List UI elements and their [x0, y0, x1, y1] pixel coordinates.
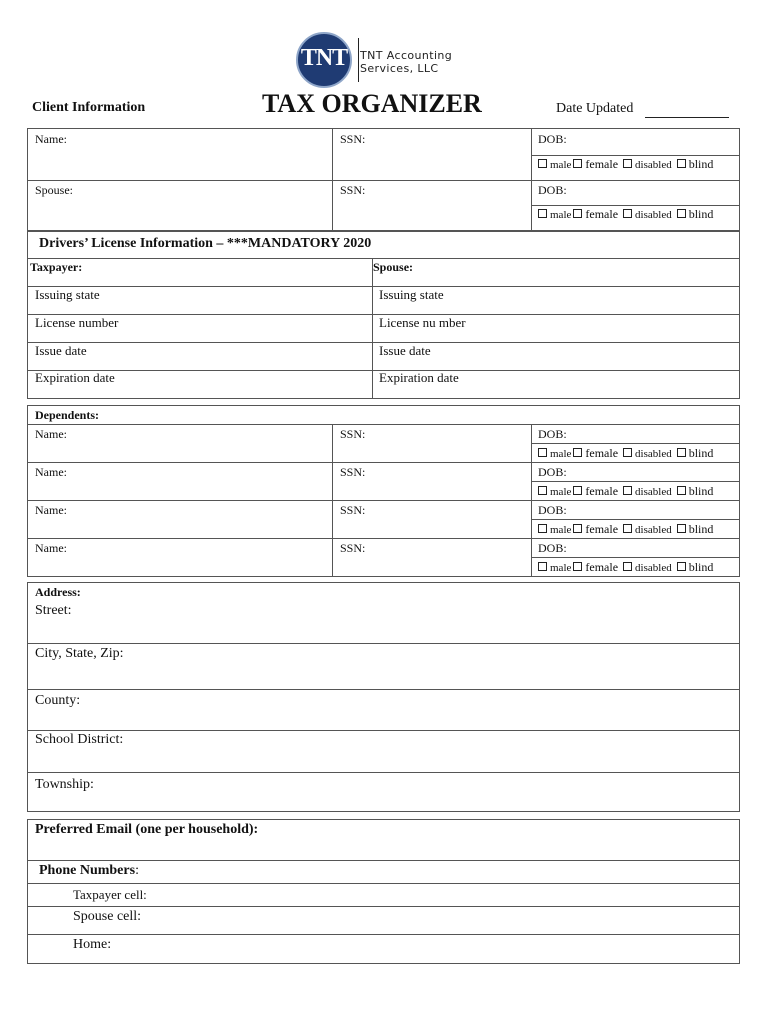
- county-field[interactable]: County:: [35, 693, 81, 708]
- dependent-dob-field[interactable]: DOB:: [538, 541, 567, 555]
- street-field[interactable]: Street:: [35, 603, 72, 618]
- spouse-checkboxes: male female disabled blind: [536, 207, 713, 222]
- checkbox-female[interactable]: [573, 562, 582, 571]
- taxpayer-checkboxes: male female disabled blind: [536, 157, 713, 172]
- taxpayer-license-number-field[interactable]: License number: [35, 315, 119, 330]
- checkbox-female[interactable]: [573, 486, 582, 495]
- checkbox-blind[interactable]: [677, 209, 686, 218]
- spouse-name-field[interactable]: Spouse:: [35, 183, 74, 197]
- dependent-checkboxes: male female disabled blind: [536, 522, 713, 537]
- checkbox-disabled[interactable]: [623, 209, 632, 218]
- dependent-checkboxes: male female disabled blind: [536, 446, 713, 461]
- dependent-name-field[interactable]: Name:: [35, 465, 67, 479]
- checkbox-male[interactable]: [538, 448, 547, 457]
- spouse-issuing-state-field[interactable]: Issuing state: [379, 287, 444, 302]
- checkbox-blind[interactable]: [677, 524, 686, 533]
- dependent-dob-field[interactable]: DOB:: [538, 503, 567, 517]
- taxpayer-expiration-date-field[interactable]: Expiration date: [35, 370, 115, 385]
- taxpayer-issuing-state-field[interactable]: Issuing state: [35, 287, 100, 302]
- checkbox-disabled[interactable]: [623, 448, 632, 457]
- checkbox-disabled[interactable]: [623, 562, 632, 571]
- dependent-checkboxes: male female disabled blind: [536, 560, 713, 575]
- logo-monogram: TNT: [300, 45, 348, 71]
- taxpayer-name-field[interactable]: Name:: [35, 132, 67, 146]
- logo-company-line1: TNT Accounting: [360, 49, 453, 62]
- checkbox-disabled[interactable]: [623, 159, 632, 168]
- date-updated-field[interactable]: [645, 103, 729, 118]
- dependent-name-field[interactable]: Name:: [35, 427, 67, 441]
- phone-numbers-title: Phone Numbers:: [39, 863, 139, 878]
- address-box: [27, 582, 740, 812]
- spouse-expiration-date-field[interactable]: Expiration date: [379, 370, 459, 385]
- checkbox-female[interactable]: [573, 524, 582, 533]
- checkbox-blind[interactable]: [677, 562, 686, 571]
- logo-company-line2: Services, LLC: [360, 62, 439, 75]
- checkbox-disabled[interactable]: [623, 524, 632, 533]
- spouse-dob-field[interactable]: DOB:: [538, 183, 567, 197]
- section-client-information: Client Information: [32, 100, 146, 115]
- dependent-ssn-field[interactable]: SSN:: [340, 465, 366, 479]
- school-district-field[interactable]: School District:: [35, 732, 124, 747]
- dependent-ssn-field[interactable]: SSN:: [340, 503, 366, 517]
- taxpayer-cell-field[interactable]: Taxpayer cell:: [73, 887, 147, 902]
- dependent-dob-field[interactable]: DOB:: [538, 427, 567, 441]
- drivers-license-title: Drivers’ License Information – ***MANDATORY 2020: [39, 236, 372, 251]
- dependents-title: Dependents:: [35, 408, 100, 422]
- taxpayer-ssn-field[interactable]: SSN:: [340, 132, 366, 146]
- checkbox-male[interactable]: [538, 159, 547, 168]
- preferred-email-field[interactable]: Preferred Email (one per household):: [35, 822, 259, 837]
- drivers-spouse-label: Spouse:: [373, 260, 414, 274]
- checkbox-male[interactable]: [538, 562, 547, 571]
- checkbox-blind[interactable]: [677, 448, 686, 457]
- dependent-ssn-field[interactable]: SSN:: [340, 541, 366, 555]
- logo: [296, 32, 466, 90]
- address-title: Address:: [35, 585, 81, 599]
- logo-divider: [358, 38, 359, 82]
- dependent-dob-field[interactable]: DOB:: [538, 465, 567, 479]
- township-field[interactable]: Township:: [35, 777, 94, 792]
- spouse-issue-date-field[interactable]: Issue date: [379, 343, 431, 358]
- dependent-ssn-field[interactable]: SSN:: [340, 427, 366, 441]
- spouse-cell-field[interactable]: Spouse cell:: [73, 909, 142, 924]
- checkbox-disabled[interactable]: [623, 486, 632, 495]
- taxpayer-dob-field[interactable]: DOB:: [538, 132, 567, 146]
- home-phone-field[interactable]: Home:: [73, 937, 112, 952]
- dependent-checkboxes: male female disabled blind: [536, 484, 713, 499]
- checkbox-blind[interactable]: [677, 159, 686, 168]
- checkbox-male[interactable]: [538, 524, 547, 533]
- spouse-license-number-field[interactable]: License nu mber: [379, 315, 466, 330]
- date-updated-label: Date Updated: [556, 101, 634, 116]
- checkbox-male[interactable]: [538, 209, 547, 218]
- city-state-zip-field[interactable]: City, State, Zip:: [35, 646, 124, 661]
- spouse-ssn-field[interactable]: SSN:: [340, 183, 366, 197]
- taxpayer-issue-date-field[interactable]: Issue date: [35, 343, 87, 358]
- checkbox-female[interactable]: [573, 159, 582, 168]
- drivers-taxpayer-label: Taxpayer:: [30, 260, 83, 274]
- checkbox-blind[interactable]: [677, 486, 686, 495]
- dependent-name-field[interactable]: Name:: [35, 503, 67, 517]
- checkbox-female[interactable]: [573, 209, 582, 218]
- page-title: TAX ORGANIZER: [262, 89, 482, 118]
- checkbox-female[interactable]: [573, 448, 582, 457]
- dependent-name-field[interactable]: Name:: [35, 541, 67, 555]
- checkbox-male[interactable]: [538, 486, 547, 495]
